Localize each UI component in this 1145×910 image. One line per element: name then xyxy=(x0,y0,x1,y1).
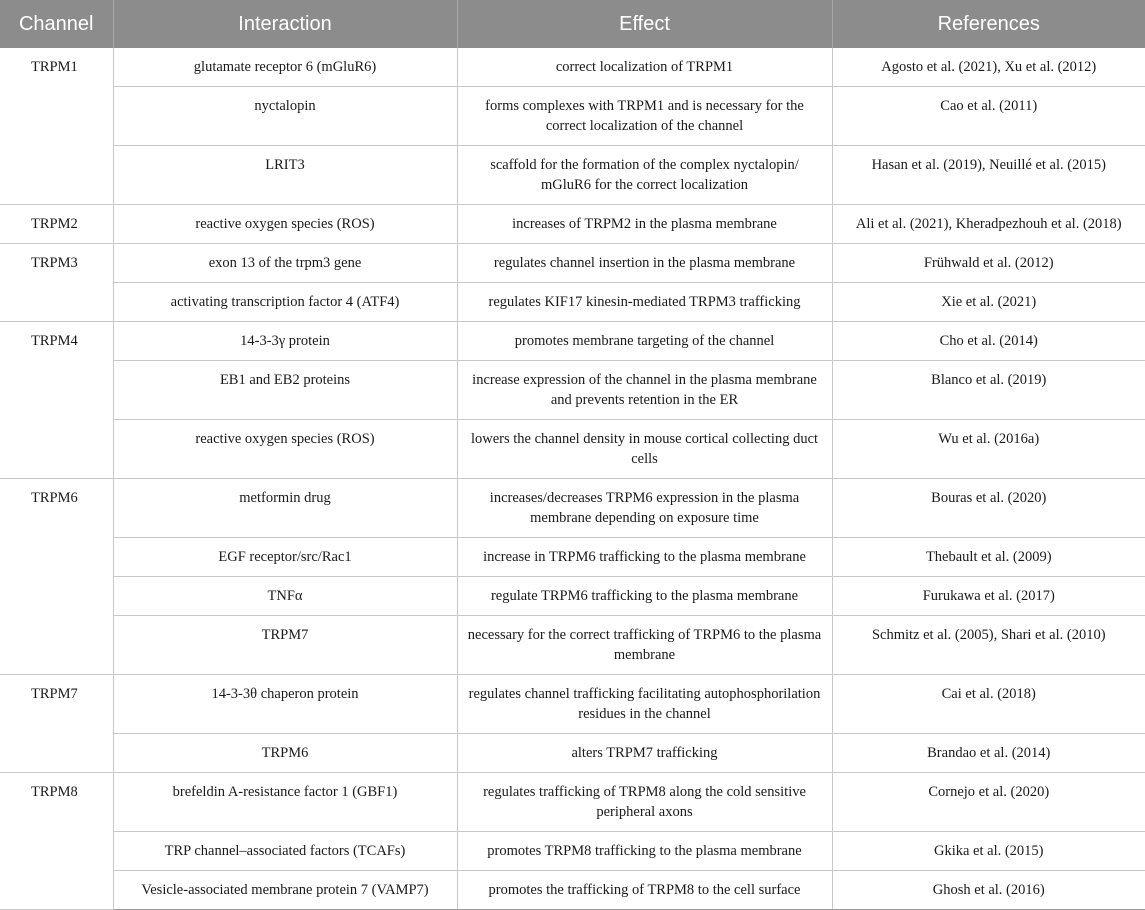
interaction-cell: metformin drug xyxy=(113,479,457,538)
interaction-cell: TRP channel–associated factors (TCAFs) xyxy=(113,832,457,871)
references-cell: Cao et al. (2011) xyxy=(832,87,1145,146)
table-row xyxy=(0,205,1145,244)
channel-cell: TRPM4 xyxy=(0,322,113,479)
header-interaction: Interaction xyxy=(113,0,457,48)
channel-cell: TRPM1 xyxy=(0,48,113,205)
references-cell: Frühwald et al. (2012) xyxy=(832,244,1145,283)
interaction-cell: TRPM6 xyxy=(113,734,457,773)
channel-cell: TRPM3 xyxy=(0,244,113,322)
header-effect: Effect xyxy=(457,0,832,48)
references-cell: Cho et al. (2014) xyxy=(832,322,1145,361)
effect-cell: alters TRPM7 trafficking xyxy=(457,734,832,773)
table-row xyxy=(0,48,1145,87)
references-cell: Schmitz et al. (2005), Shari et al. (2010) xyxy=(832,616,1145,675)
interaction-cell: brefeldin A-resistance factor 1 (GBF1) xyxy=(113,773,457,832)
effect-cell: promotes TRPM8 trafficking to the plasma membrane xyxy=(457,832,832,871)
references-cell: Cai et al. (2018) xyxy=(832,675,1145,734)
references-cell: Hasan et al. (2019), Neuillé et al. (2015) xyxy=(832,146,1145,205)
interaction-cell: nyctalopin xyxy=(113,87,457,146)
table-row xyxy=(0,244,1145,283)
interaction-cell: exon 13 of the trpm3 gene xyxy=(113,244,457,283)
interaction-cell: EGF receptor/src/Rac1 xyxy=(113,538,457,577)
effect-cell: regulates KIF17 kinesin-mediated TRPM3 trafficking xyxy=(457,283,832,322)
channel-cell: TRPM2 xyxy=(0,205,113,244)
interaction-cell: TNFα xyxy=(113,577,457,616)
interaction-cell: LRIT3 xyxy=(113,146,457,205)
effect-cell: increase expression of the channel in the plasma membrane and prevents retention in the ER xyxy=(457,361,832,420)
table-row xyxy=(0,616,1145,675)
table-header xyxy=(0,0,1145,48)
effect-cell: increase in TRPM6 trafficking to the plasma membrane xyxy=(457,538,832,577)
interaction-cell: TRPM7 xyxy=(113,616,457,675)
channel-cell: TRPM8 xyxy=(0,773,113,910)
effect-cell: promotes membrane targeting of the channel xyxy=(457,322,832,361)
references-cell: Bouras et al. (2020) xyxy=(832,479,1145,538)
table-row xyxy=(0,538,1145,577)
channel-cell: TRPM6 xyxy=(0,479,113,675)
references-cell: Xie et al. (2021) xyxy=(832,283,1145,322)
table-row xyxy=(0,577,1145,616)
effect-cell: regulates channel insertion in the plasma membrane xyxy=(457,244,832,283)
table-row xyxy=(0,832,1145,871)
table-row xyxy=(0,283,1145,322)
table-row xyxy=(0,87,1145,146)
references-cell: Ali et al. (2021), Kheradpezhouh et al. (2018) xyxy=(832,205,1145,244)
effect-cell: regulates trafficking of TRPM8 along the cold sensitive peripheral axons xyxy=(457,773,832,832)
table-row xyxy=(0,146,1145,205)
effect-cell: scaffold for the formation of the complex nyctalopin/ mGluR6 for the correct localization xyxy=(457,146,832,205)
references-cell: Thebault et al. (2009) xyxy=(832,538,1145,577)
effect-cell: increases of TRPM2 in the plasma membrane xyxy=(457,205,832,244)
table-row xyxy=(0,322,1145,361)
table-row xyxy=(0,773,1145,832)
table-row xyxy=(0,420,1145,479)
interaction-cell: reactive oxygen species (ROS) xyxy=(113,420,457,479)
effect-cell: forms complexes with TRPM1 and is necessary for the correct localization of the channel xyxy=(457,87,832,146)
header-row xyxy=(0,0,1145,48)
references-cell: Brandao et al. (2014) xyxy=(832,734,1145,773)
table-row xyxy=(0,871,1145,910)
table-row xyxy=(0,361,1145,420)
effect-cell: regulate TRPM6 trafficking to the plasma membrane xyxy=(457,577,832,616)
effect-cell: regulates channel trafficking facilitating autophosphorilation residues in the channel xyxy=(457,675,832,734)
table-body xyxy=(0,48,1145,910)
header-channel: Channel xyxy=(0,0,113,48)
effect-cell: correct localization of TRPM1 xyxy=(457,48,832,87)
table-row xyxy=(0,675,1145,734)
references-cell: Furukawa et al. (2017) xyxy=(832,577,1145,616)
table-row xyxy=(0,479,1145,538)
interaction-cell: 14-3-3θ chaperon protein xyxy=(113,675,457,734)
references-cell: Blanco et al. (2019) xyxy=(832,361,1145,420)
interaction-cell: EB1 and EB2 proteins xyxy=(113,361,457,420)
effect-cell: promotes the trafficking of TRPM8 to the cell surface xyxy=(457,871,832,910)
references-cell: Agosto et al. (2021), Xu et al. (2012) xyxy=(832,48,1145,87)
header-references: References xyxy=(832,0,1145,48)
interaction-cell: 14-3-3γ protein xyxy=(113,322,457,361)
references-cell: Wu et al. (2016a) xyxy=(832,420,1145,479)
references-cell: Cornejo et al. (2020) xyxy=(832,773,1145,832)
interaction-cell: glutamate receptor 6 (mGluR6) xyxy=(113,48,457,87)
interaction-cell: reactive oxygen species (ROS) xyxy=(113,205,457,244)
effect-cell: lowers the channel density in mouse cortical collecting duct cells xyxy=(457,420,832,479)
interaction-cell: activating transcription factor 4 (ATF4) xyxy=(113,283,457,322)
effect-cell: necessary for the correct trafficking of TRPM6 to the plasma membrane xyxy=(457,616,832,675)
effect-cell: increases/decreases TRPM6 expression in the plasma membrane depending on exposure time xyxy=(457,479,832,538)
interaction-cell: Vesicle-associated membrane protein 7 (VAMP7) xyxy=(113,871,457,910)
channel-cell: TRPM7 xyxy=(0,675,113,773)
references-cell: Gkika et al. (2015) xyxy=(832,832,1145,871)
references-cell: Ghosh et al. (2016) xyxy=(832,871,1145,910)
table-row xyxy=(0,734,1145,773)
